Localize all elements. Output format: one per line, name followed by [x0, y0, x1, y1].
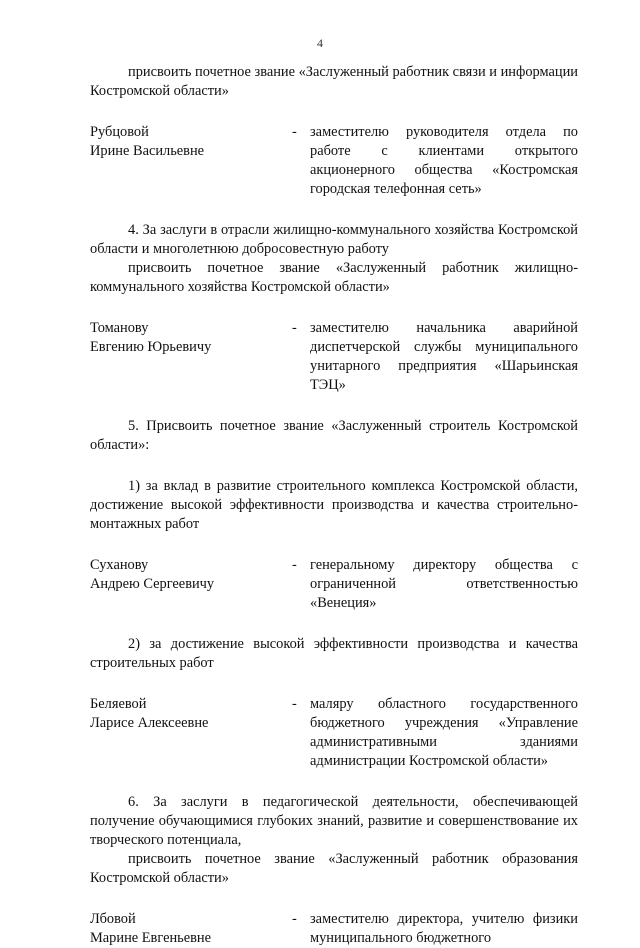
awardee-entry-rubtsova: [90, 123, 578, 199]
awardee-entry-lbova: [90, 910, 578, 948]
awardee-position: заместителю директора, учителю физики муниципального бюджетного: [310, 911, 578, 946]
subsection-5-2-paragraph: 2) за достижение высокой эффективности производства и качества строительных работ: [90, 636, 578, 671]
awardee-entry-tomanov: [90, 319, 578, 395]
awardee-given-names: Ирине Васильевне: [90, 143, 205, 159]
awardee-position: генеральному директору общества с ограниченной ответственностью «Венеция»: [310, 557, 578, 611]
awardee-name: [90, 910, 292, 948]
awardee-name: [90, 556, 292, 594]
awardee-given-names: Ларисе Алексеевне: [90, 715, 209, 731]
awardee-surname: Томанову: [90, 320, 149, 336]
entry-dash: -: [292, 911, 297, 927]
awardee-entry-belyaeva: [90, 695, 578, 771]
entry-dash: -: [292, 320, 297, 336]
entry-dash: -: [292, 557, 297, 573]
awardee-surname: Лбовой: [90, 911, 136, 927]
awardee-name: [90, 123, 292, 161]
awardee-position: заместителю руководителя отдела по работе с клиентами открытого акционерного общества «Костромская городская телефонная сеть»: [310, 124, 578, 197]
awardee-given-names: Марине Евгеньевне: [90, 930, 211, 946]
subsection-5-1-paragraph: 1) за вклад в развитие строительного комплекса Костромской области, достижение высокой эффективности производства и качества строительно-монтажных работ: [90, 478, 578, 532]
awardee-given-names: Андрею Сергеевичу: [90, 576, 215, 592]
entry-dash: -: [292, 696, 297, 712]
awardee-surname: Рубцовой: [90, 124, 149, 140]
awardee-position: заместителю начальника аварийной диспетчерской службы муниципального унитарного предприятия «Шарьинская ТЭЦ»: [310, 320, 578, 393]
section-6-paragraph: 6. За заслуги в педагогической деятельности, обеспечивающей получение обучающимися глубоких знаний, развитие и совершенствование их творческого потенциала,: [90, 794, 578, 848]
page-number: 4: [317, 36, 323, 50]
entry-dash: -: [292, 124, 297, 140]
section-5-paragraph: 5. Присвоить почетное звание «Заслуженный строитель Костромской области»:: [90, 418, 578, 453]
awardee-surname: Беляевой: [90, 696, 147, 712]
awardee-entry-sukhanov: [90, 556, 578, 613]
award-paragraph-communications: присвоить почетное звание «Заслуженный работник связи и информации Костромской области»: [90, 64, 578, 99]
section-4-paragraph: 4. За заслуги в отрасли жилищно-коммунального хозяйства Костромской области и многолетнюю добросовестную работу: [90, 222, 578, 257]
awardee-position: маляру областного государственного бюджетного учреждения «Управление административными зданиями администрации Костромской области»: [310, 696, 578, 769]
document-body: [90, 63, 578, 948]
awardee-given-names: Евгению Юрьевичу: [90, 339, 212, 355]
award-paragraph-housing: присвоить почетное звание «Заслуженный работник жилищно-коммунального хозяйства Костромской области»: [90, 260, 578, 295]
awardee-name: [90, 695, 292, 733]
awardee-name: [90, 319, 292, 357]
awardee-surname: Суханову: [90, 557, 149, 573]
award-paragraph-education: присвоить почетное звание «Заслуженный работник образования Костромской области»: [90, 851, 578, 886]
